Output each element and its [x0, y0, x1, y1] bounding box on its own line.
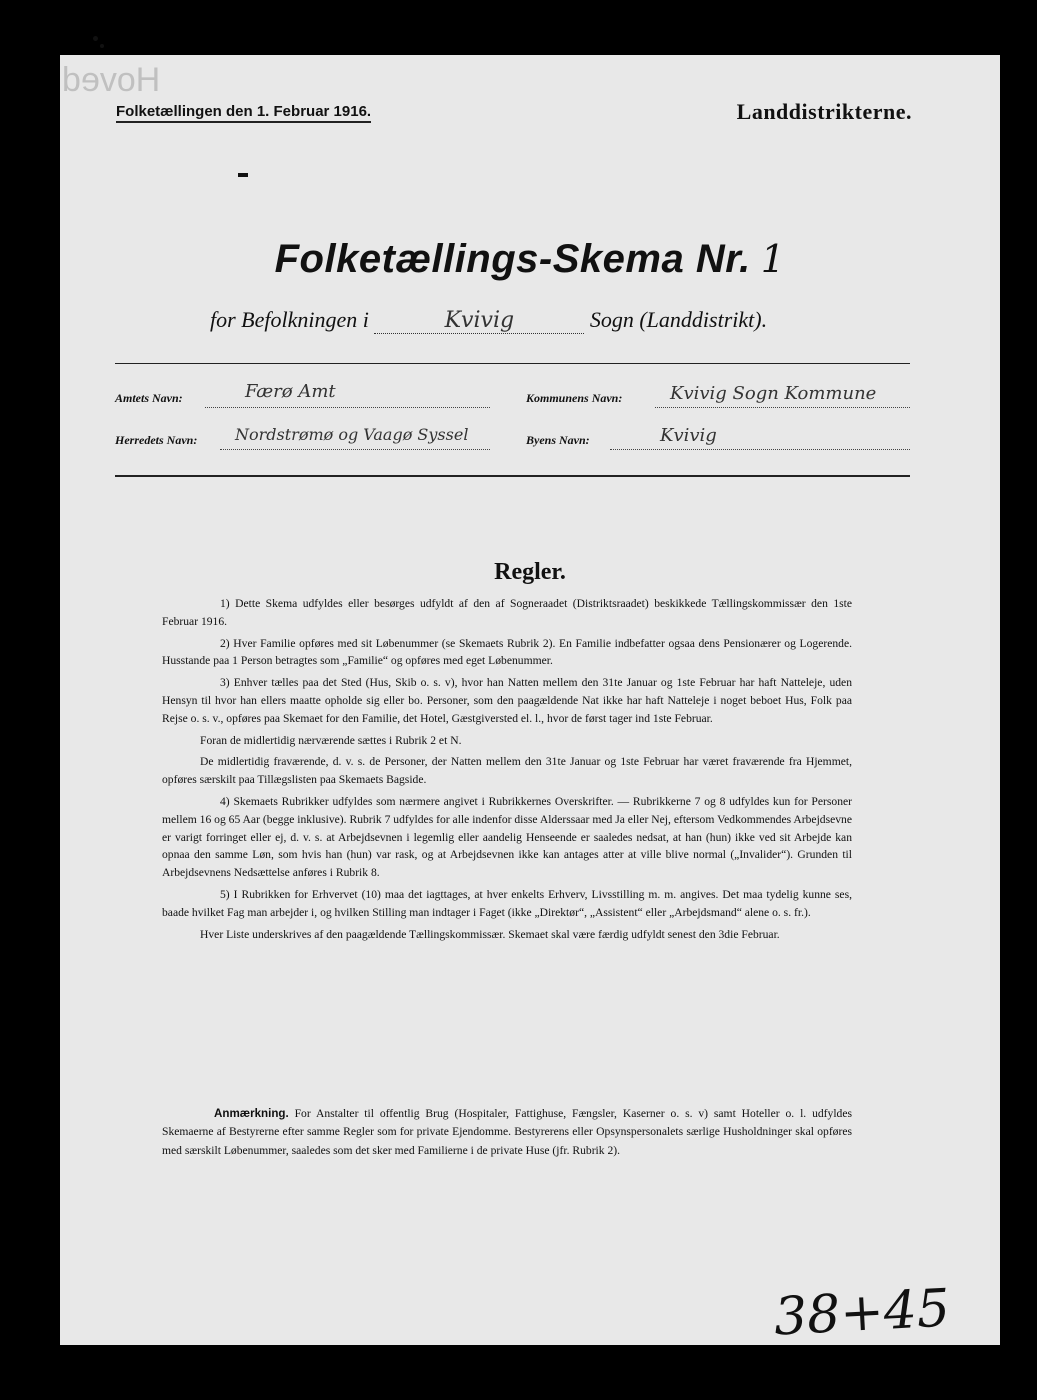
rule-1: 1) Dette Skema udfyldes eller besørges udfyldt af den af Sogneraadet (Distriktsraadet) beskikkede Tællingskommissær den 1ste Februar 1916.: [162, 597, 852, 628]
rule-5: 5) I Rubrikken for Erhvervet (10) maa det iagttages, at hver enkelts Erhverv, Livsstilling m. m. angives. Det maa tydelig kunne ses, baade hvilket Fag man arbejder i, og hvilken Stilling man indtager i Faget (ikke „Direktør“, „Assistent“ eller „Arbejdsmand“ alene o. s. fr.).: [162, 887, 852, 919]
by-label: Byens Navn:: [526, 433, 590, 447]
kommune-value: Kvivig Sogn Kommune: [670, 383, 877, 404]
divider-top: [115, 363, 910, 364]
kommune-underline: [655, 406, 910, 408]
parish-suffix: Sogn (Landdistrikt).: [589, 307, 768, 332]
amt-label: Amtets Navn:: [115, 391, 183, 405]
form-title-text: Folketællings-Skema Nr.: [274, 237, 751, 281]
rule-3: 3) Enhver tælles paa det Sted (Hus, Skib o. s. v), hvor han Natten mellem den 31te Januar og 1ste Februar har haft Natteleje, uden Hensyn til hvor han ellers maatte opholde sig eller bo. Personer, som den paagældende Nat ikke har haft Natteleje i noget beboet Hus, Folk paa Rejse o. s. v., opføres paa Skemaet for den Familie, det Hotel, Gæstgiversted el. l., hvor de først tager ind 1ste Februar.: [162, 676, 852, 725]
form-number: 1: [760, 237, 786, 281]
by-value: Kvivig: [660, 425, 717, 446]
amt-underline: [205, 406, 490, 408]
ink-mark: [238, 173, 248, 177]
faint-stamp: Hoved: [62, 61, 161, 99]
rule-2: 2) Hver Familie opføres med sit Løbenummer (se Skemaets Rubrik 2). En Familie indbefatter ogsaa dens Pensionærer og Logerende. Husstande paa 1 Person betragtes som „Familie“ og opføres med eget Løbenummer.: [162, 636, 852, 668]
divider-bottom: [115, 475, 910, 477]
rule-4: 4) Skemaets Rubrikker udfyldes som nærmere angivet i Rubrikkernes Overskrifter. — Rubrikkerne 7 og 8 udfyldes kun for Personer mellem 16 og 65 Aar (begge inklusive). Rubrik 7 udfyldes for alle indenfor disse Alderssaar med Ja eller Nej, eftersom Vedkommendes Arbejdsevne er varigt forringet eller ej, d. v. s. at Arbejdsevnen i legemlig eller aandelig Henseende er saaledes nedsat, at han (hun) ikke ved sit Arbejde kan opnaa den samme Løn, som hvis han (hun) var rask, og at Arbejdsevnen ikke kan antages atter at ville blive normal („Invalider“). Grunden til Arbejdsevnens Nedsættelse anføres i Rubrik 8.: [162, 794, 852, 880]
speck-mark: [100, 44, 104, 48]
rules-body: [162, 595, 852, 947]
parish-value: Kvivig: [374, 308, 584, 334]
by-underline: [610, 448, 910, 450]
rule-3-absent: De midlertidig fraværende, d. v. s. de Personer, der Natten mellem den 31te Januar og 1ste Februar har været fraværende fra Hjemmet, opføres særskilt paa Tillægslisten paa Skemaets Bagside.: [162, 755, 852, 787]
handwritten-tally: 38+45: [772, 1278, 952, 1348]
note-paragraph: [162, 1105, 852, 1160]
form-title: [60, 237, 1000, 282]
parish-prefix: for Befolkningen i: [210, 307, 369, 332]
speck-mark: [93, 36, 98, 41]
note-text: For Anstalter til offentlig Brug (Hospitaler, Fattighuse, Fængsler, Kaserner o. s. v) samt Hoteller o. l. udfyldes Skemaerne af Bestyrerne efter samme Regler som for private Ejendomme. Bestyrerens eller Opsynspersonalets særlige Husholdninger skal opføres med særskilt Løbenummer, saaledes som det sker med Familierne i de private Huse (jfr. Rubrik 2).: [162, 1107, 852, 1157]
parish-line: [210, 307, 767, 334]
note-label: Anmærkning.: [214, 1107, 289, 1120]
herred-value: Nordstrømø og Vaagø Syssel: [235, 425, 469, 444]
rule-3-present: Foran de midlertidig nærværende sættes i Rubrik 2 et N.: [200, 733, 462, 747]
rules-heading: Regler.: [494, 559, 566, 585]
amt-value: Færø Amt: [245, 381, 336, 402]
district-type-header: Landdistrikterne.: [736, 99, 912, 124]
herred-label: Herredets Navn:: [115, 433, 198, 447]
herred-underline: [220, 448, 490, 450]
rule-signature: Hver Liste underskrives af den paagældende Tællingskommissær. Skemaet skal være færdig udfyldt senest den 3die Februar.: [200, 927, 780, 941]
kommune-label: Kommunens Navn:: [526, 391, 623, 405]
census-form-page: [60, 55, 1000, 1348]
census-date-header: Folketællingen den 1. Februar 1916.: [116, 103, 371, 123]
